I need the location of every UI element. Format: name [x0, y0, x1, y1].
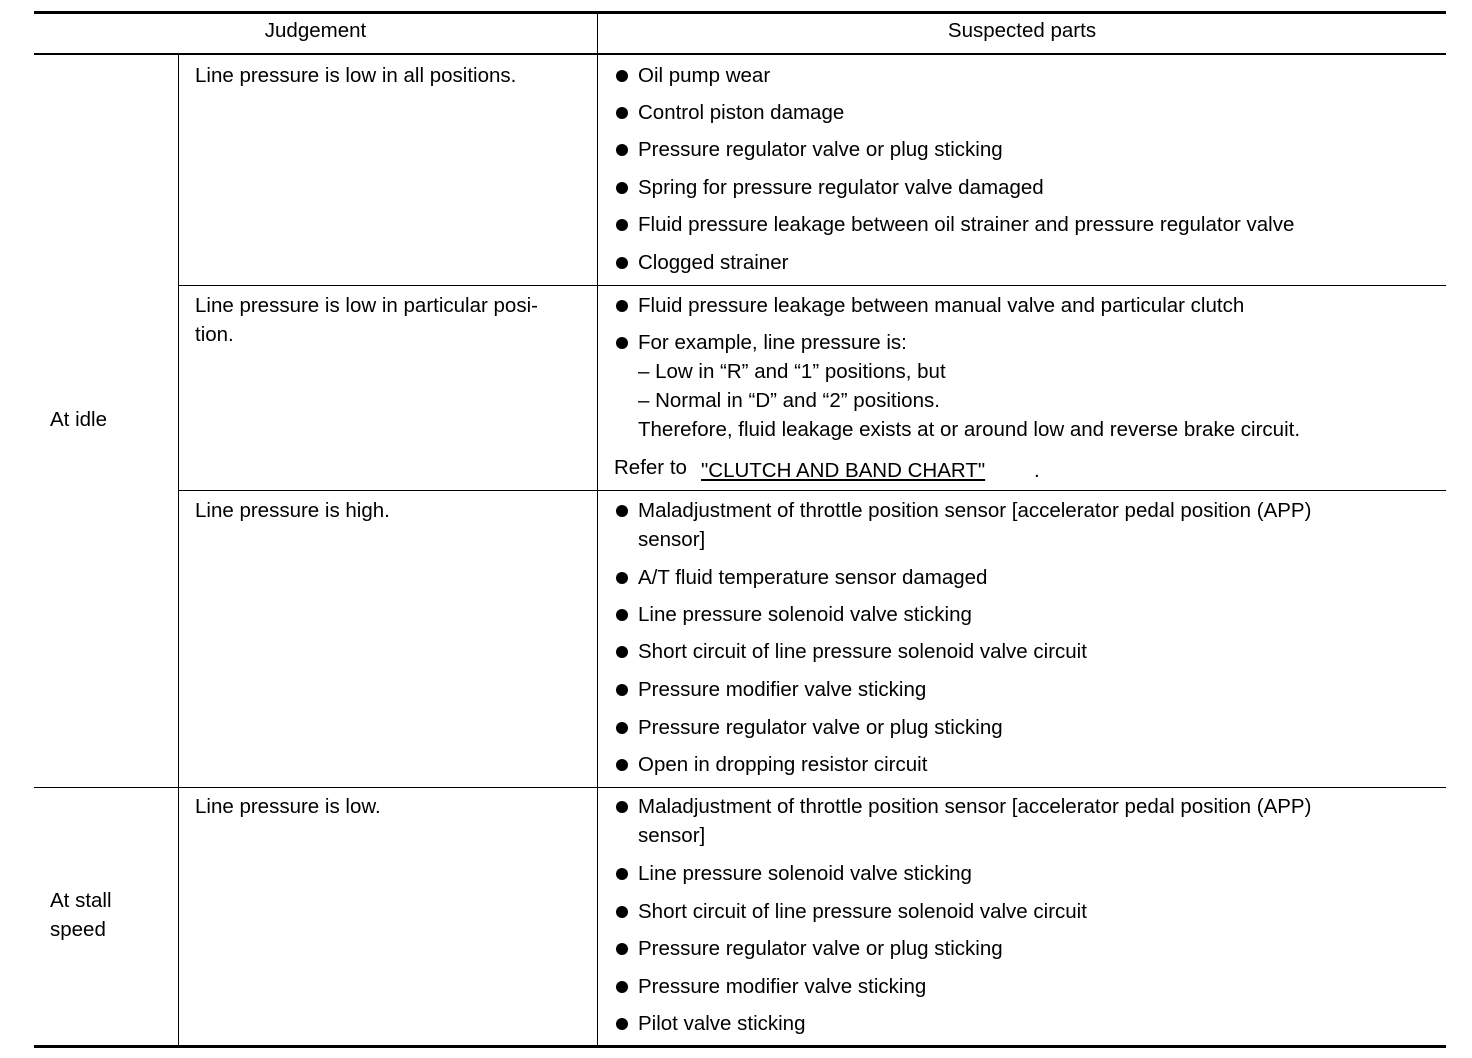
header-judgement: Judgement	[264, 19, 367, 42]
part-item-line1: Maladjustment of throttle position sensor [accelerator pedal position (APP)	[638, 795, 1312, 818]
bottom-rule	[34, 1045, 1446, 1048]
part-item: A/T fluid temperature sensor damaged	[638, 566, 988, 589]
judgement-low-particular-line2: tion.	[195, 323, 234, 346]
part-item: Fluid pressure leakage between manual valve and particular clutch	[638, 294, 1245, 317]
bullet-icon	[616, 182, 628, 194]
part-item: Open in dropping resistor circuit	[638, 753, 928, 776]
bullet-icon	[616, 722, 628, 734]
part-item: Short circuit of line pressure solenoid valve circuit	[638, 640, 1087, 663]
clutch-band-chart-link[interactable]: "CLUTCH AND BAND CHART"	[701, 459, 986, 482]
bullet-icon	[616, 943, 628, 955]
diagnosis-table	[34, 0, 1446, 1058]
bullet-icon	[616, 337, 628, 349]
part-item: Fluid pressure leakage between oil strainer and pressure regulator valve	[638, 213, 1295, 236]
part-item: Clogged strainer	[638, 251, 789, 274]
refer-suffix: .	[1034, 459, 1040, 482]
judgement-low-all-positions: Line pressure is low in all positions.	[195, 64, 517, 87]
bullet-icon	[616, 868, 628, 880]
group-column-divider	[178, 55, 179, 1045]
part-item-line2: sensor]	[638, 528, 706, 551]
part-item: Control piston damage	[638, 101, 845, 124]
judgement-low-particular-line1: Line pressure is low in particular posi-	[195, 294, 538, 317]
bullet-icon	[616, 759, 628, 771]
part-item: Pressure regulator valve or plug sticking	[638, 937, 1003, 960]
group-divider	[34, 787, 1446, 788]
bullet-icon	[616, 981, 628, 993]
part-item: Pilot valve sticking	[638, 1012, 806, 1035]
bullet-icon	[616, 257, 628, 269]
bullet-icon	[616, 300, 628, 312]
bullet-icon	[616, 572, 628, 584]
part-item: Short circuit of line pressure solenoid valve circuit	[638, 900, 1087, 923]
row-divider-2	[179, 490, 1446, 491]
top-rule	[34, 11, 1446, 14]
bullet-icon	[616, 609, 628, 621]
part-item: Pressure modifier valve sticking	[638, 678, 927, 701]
bullet-icon	[616, 144, 628, 156]
part-item: Spring for pressure regulator valve damaged	[638, 176, 1044, 199]
header-suspected-parts: Suspected parts	[947, 19, 1097, 42]
bullet-icon	[616, 219, 628, 231]
row-divider-1	[179, 285, 1446, 286]
bullet-icon	[616, 505, 628, 517]
part-item-example-line4: Therefore, fluid leakage exists at or around low and reverse brake circuit.	[638, 418, 1301, 441]
part-item: Line pressure solenoid valve sticking	[638, 603, 972, 626]
bullet-icon	[616, 1018, 628, 1030]
judgement-low: Line pressure is low.	[195, 795, 381, 818]
bullet-icon	[616, 906, 628, 918]
part-item: Line pressure solenoid valve sticking	[638, 862, 972, 885]
part-item-line2: sensor]	[638, 824, 706, 847]
bullet-icon	[616, 107, 628, 119]
part-item: Pressure regulator valve or plug sticking	[638, 138, 1003, 161]
bullet-icon	[616, 684, 628, 696]
bullet-icon	[616, 801, 628, 813]
header-rule	[34, 53, 1446, 55]
refer-prefix: Refer to	[614, 456, 687, 479]
part-item-example-line1: For example, line pressure is:	[638, 331, 907, 354]
group-label-stall-line2: speed	[50, 918, 106, 941]
judgement-column-divider	[597, 14, 598, 1045]
part-item: Oil pump wear	[638, 64, 771, 87]
bullet-icon	[616, 646, 628, 658]
part-item: Pressure regulator valve or plug sticking	[638, 716, 1003, 739]
group-label-idle: At idle	[50, 408, 107, 431]
part-item: Pressure modifier valve sticking	[638, 975, 927, 998]
bullet-icon	[616, 70, 628, 82]
judgement-high: Line pressure is high.	[195, 499, 390, 522]
part-item-example-line2: – Low in “R” and “1” positions, but	[638, 360, 946, 383]
group-label-stall-line1: At stall	[50, 889, 112, 912]
part-item-line1: Maladjustment of throttle position sensor [accelerator pedal position (APP)	[638, 499, 1312, 522]
part-item-example-line3: – Normal in “D” and “2” positions.	[638, 389, 940, 412]
